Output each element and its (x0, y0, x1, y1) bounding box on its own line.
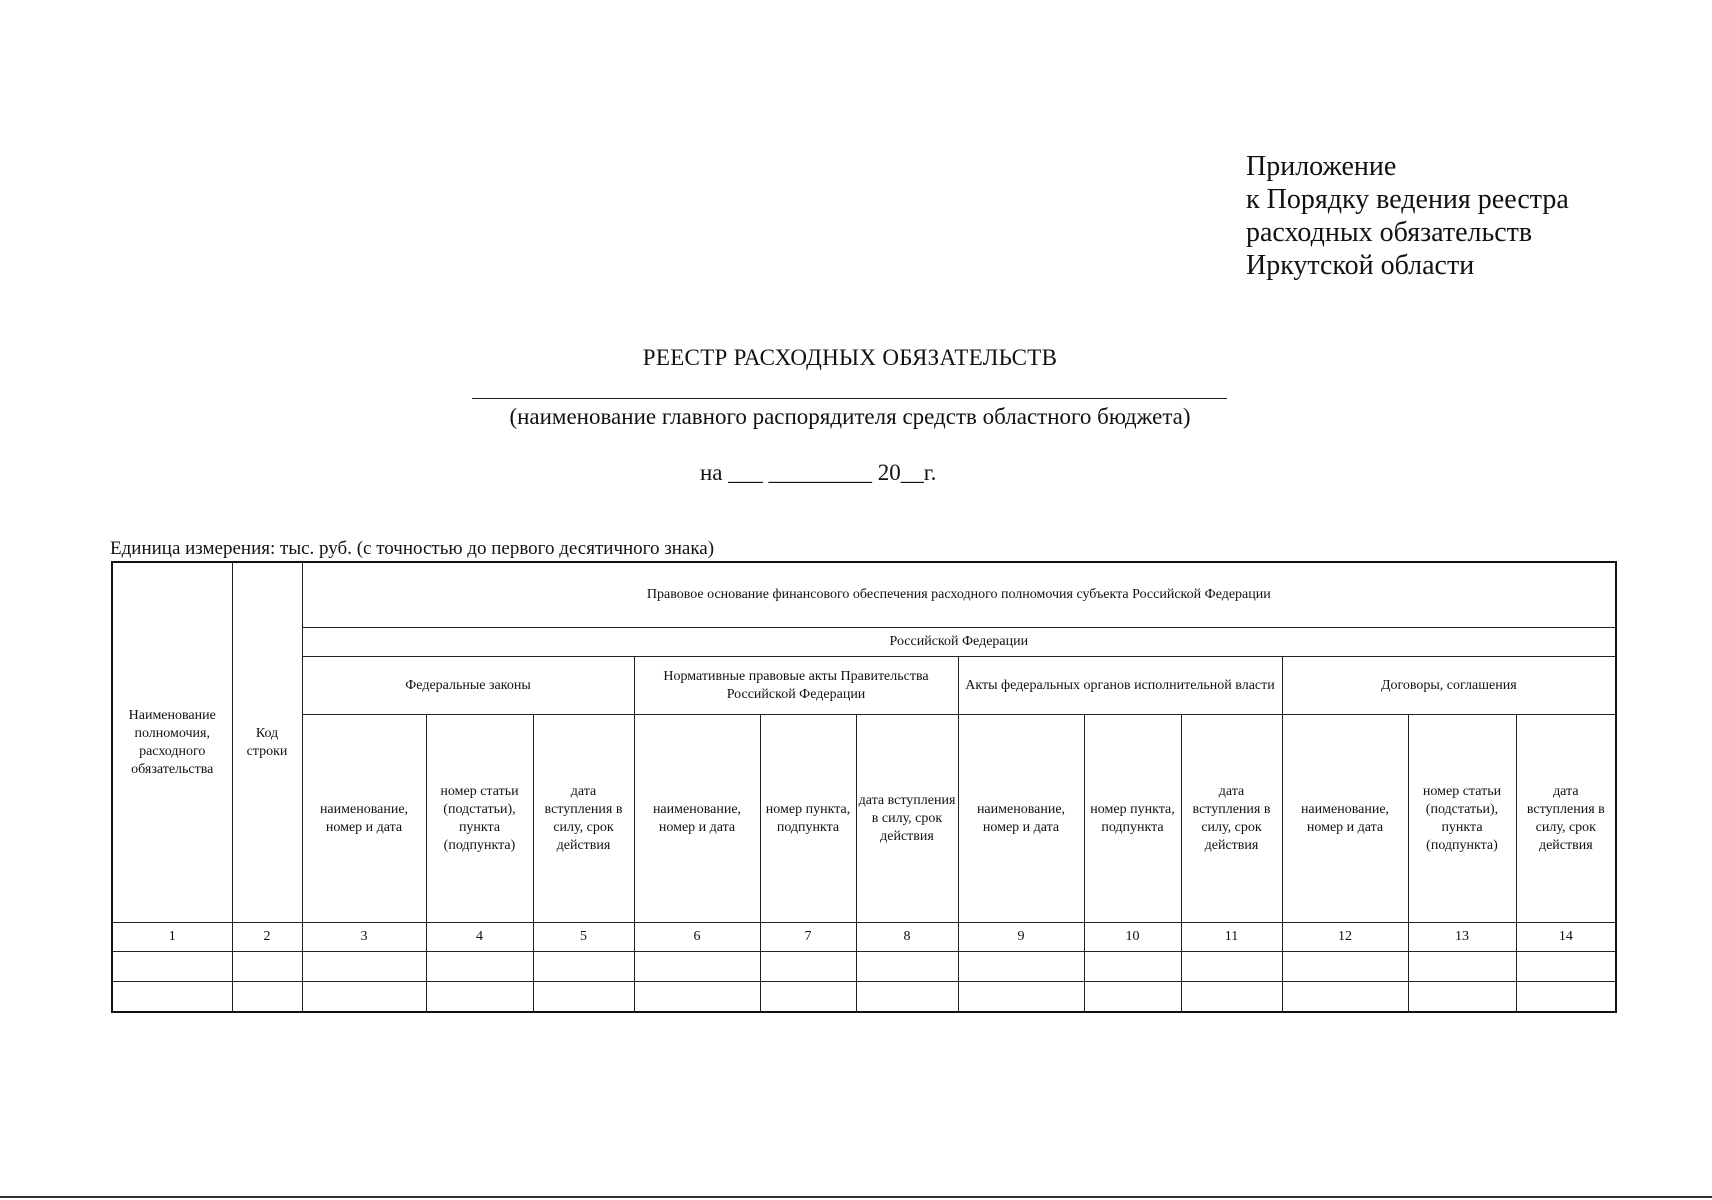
column-number: 10 (1084, 923, 1181, 952)
subheader-cell: дата вступления в силу, срок действия (856, 715, 958, 923)
empty-cell (1516, 982, 1616, 1013)
empty-cell (634, 982, 760, 1013)
empty-cell (426, 952, 533, 982)
subheader-cell: наименование, номер и дата (1282, 715, 1408, 923)
empty-cell (1282, 982, 1408, 1013)
subheader-cell: дата вступления в силу, срок действия (1516, 715, 1616, 923)
empty-cell (533, 952, 634, 982)
header-cell-federal-agency-acts: Акты федеральных органов исполнительной власти (958, 657, 1282, 715)
empty-cell (1516, 952, 1616, 982)
column-number: 3 (302, 923, 426, 952)
page-bottom-rule (0, 1196, 1712, 1198)
header-row (112, 657, 1616, 715)
appendix-line: расходных обязательств (1246, 217, 1533, 248)
header-cell-federal-laws: Федеральные законы (302, 657, 634, 715)
empty-cell (1084, 952, 1181, 982)
title-underline (472, 398, 1227, 399)
column-number: 6 (634, 923, 760, 952)
column-number: 14 (1516, 923, 1616, 952)
subheader-cell: номер статьи (подстатьи), пункта (подпункта) (426, 715, 533, 923)
date-line: на ___ _________ 20__г. (700, 460, 937, 485)
header-cell-agreements: Договоры, соглашения (1282, 657, 1616, 715)
subheader-cell: дата вступления в силу, срок действия (533, 715, 634, 923)
empty-cell (1084, 982, 1181, 1013)
subheader-cell: наименование, номер и дата (302, 715, 426, 923)
empty-cell (634, 952, 760, 982)
empty-cell (958, 982, 1084, 1013)
column-number: 11 (1181, 923, 1282, 952)
header-cell-legal-basis: Правовое основание финансового обеспечения расходного полномочия субъекта Российской Федерации (302, 562, 1616, 628)
empty-cell (760, 982, 856, 1013)
empty-cell (958, 952, 1084, 982)
empty-cell (112, 952, 232, 982)
empty-row (112, 982, 1616, 1013)
column-number: 13 (1408, 923, 1516, 952)
empty-cell (232, 952, 302, 982)
subheader-cell: дата вступления в силу, срок действия (1181, 715, 1282, 923)
header-cell-authority: Наименование полномочия, расходного обязательства (112, 562, 232, 923)
header-cell-row-code: Код строки (232, 562, 302, 923)
column-number: 8 (856, 923, 958, 952)
header-cell-government-acts: Нормативные правовые акты Правительства Российской Федерации (634, 657, 958, 715)
column-number-row (112, 923, 1616, 952)
empty-cell (1181, 982, 1282, 1013)
document-title: РЕЕСТР РАСХОДНЫХ ОБЯЗАТЕЛЬСТВ (642, 345, 1058, 370)
subheader-cell: номер пункта, подпункта (1084, 715, 1181, 923)
empty-cell (1282, 952, 1408, 982)
empty-cell (1408, 952, 1516, 982)
empty-row (112, 952, 1616, 982)
subheader-cell: наименование, номер и дата (958, 715, 1084, 923)
document-subtitle: (наименование главного распорядителя средств областного бюджета) (509, 404, 1191, 429)
appendix-line: Иркутской области (1246, 250, 1475, 281)
column-number: 7 (760, 923, 856, 952)
empty-cell (232, 982, 302, 1013)
empty-cell (426, 982, 533, 1013)
registry-table (111, 561, 1617, 1013)
empty-cell (1408, 982, 1516, 1013)
empty-cell (1181, 952, 1282, 982)
column-number: 1 (112, 923, 232, 952)
empty-cell (856, 952, 958, 982)
column-number: 4 (426, 923, 533, 952)
empty-cell (302, 952, 426, 982)
subheader-cell: номер статьи (подстатьи), пункта (подпункта) (1408, 715, 1516, 923)
empty-cell (760, 952, 856, 982)
empty-cell (302, 982, 426, 1013)
column-number: 2 (232, 923, 302, 952)
subheader-cell: номер пункта, подпункта (760, 715, 856, 923)
column-number: 5 (533, 923, 634, 952)
header-cell-russian-federation: Российской Федерации (302, 628, 1616, 657)
header-row (112, 628, 1616, 657)
unit-of-measure: Единица измерения: тыс. руб. (с точностью до первого десятичного знака) (110, 538, 715, 559)
column-number: 12 (1282, 923, 1408, 952)
empty-cell (533, 982, 634, 1013)
empty-cell (112, 982, 232, 1013)
subheader-cell: наименование, номер и дата (634, 715, 760, 923)
appendix-line: Приложение (1246, 151, 1397, 182)
appendix-block (1246, 150, 1686, 282)
header-row (112, 562, 1616, 628)
empty-cell (856, 982, 958, 1013)
column-number: 9 (958, 923, 1084, 952)
header-row (112, 715, 1616, 923)
appendix-line: к Порядку ведения реестра (1246, 184, 1569, 215)
